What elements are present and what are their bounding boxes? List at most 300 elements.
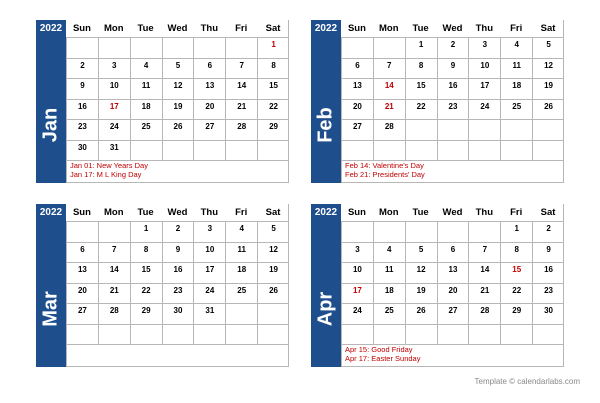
day-cell[interactable] xyxy=(130,242,162,263)
holiday-entry: Feb 14: Valentine's Day xyxy=(345,161,424,170)
day-cell[interactable] xyxy=(257,58,289,79)
day-cell[interactable] xyxy=(257,78,289,99)
footer-credit[interactable]: Template © calendarlabs.com xyxy=(474,377,580,386)
day-cell[interactable] xyxy=(130,324,162,345)
day-number: 18 xyxy=(237,265,247,274)
day-cell[interactable] xyxy=(341,221,373,242)
day-cell[interactable] xyxy=(225,99,257,120)
day-cell[interactable] xyxy=(532,78,564,99)
holiday-notes xyxy=(341,160,564,183)
day-cell[interactable] xyxy=(66,262,98,283)
weekday-header: Fri xyxy=(510,207,523,218)
day-cell[interactable] xyxy=(373,262,405,283)
day-cell[interactable] xyxy=(500,58,532,79)
day-cell[interactable] xyxy=(500,324,532,345)
day-cell[interactable] xyxy=(437,221,469,242)
day-number: 17 xyxy=(352,285,362,295)
day-cell[interactable] xyxy=(130,37,162,58)
day-number: 21 xyxy=(109,285,119,295)
day-cell[interactable] xyxy=(341,140,373,161)
year-label: 2022 xyxy=(39,23,63,34)
day-number: 15 xyxy=(512,265,522,274)
day-number: 23 xyxy=(544,285,554,295)
day-cell[interactable] xyxy=(193,58,225,79)
day-cell[interactable] xyxy=(532,221,564,242)
day-cell[interactable] xyxy=(437,262,469,283)
day-cell[interactable] xyxy=(341,99,373,120)
weekday-header: Mon xyxy=(379,207,399,218)
day-cell[interactable] xyxy=(257,221,289,242)
day-cell[interactable] xyxy=(98,242,130,263)
day-number: 16 xyxy=(77,101,87,111)
day-cell[interactable] xyxy=(532,37,564,58)
day-number: 4 xyxy=(514,40,519,49)
day-cell[interactable] xyxy=(193,78,225,99)
day-cell[interactable] xyxy=(130,221,162,242)
day-cell[interactable] xyxy=(405,99,437,120)
month-band xyxy=(36,20,66,183)
day-cell[interactable] xyxy=(98,78,130,99)
day-cell[interactable] xyxy=(405,242,437,263)
day-number: 9 xyxy=(546,244,551,254)
holiday-entry: Feb 21: Presidents' Day xyxy=(345,170,425,179)
day-number: 29 xyxy=(512,306,522,315)
day-cell[interactable] xyxy=(98,99,130,120)
day-cell[interactable] xyxy=(405,221,437,242)
day-cell[interactable] xyxy=(468,303,500,324)
day-cell[interactable] xyxy=(98,140,130,161)
holiday-notes xyxy=(66,160,289,183)
day-cell[interactable] xyxy=(500,140,532,161)
day-number: 3 xyxy=(207,224,213,233)
day-cell[interactable] xyxy=(341,78,373,99)
day-cell[interactable] xyxy=(532,283,564,304)
day-cell[interactable] xyxy=(532,99,564,120)
day-cell[interactable] xyxy=(468,58,500,79)
calendar-feb xyxy=(311,20,564,183)
day-cell[interactable] xyxy=(405,303,437,324)
day-cell[interactable] xyxy=(162,119,194,140)
day-cell[interactable] xyxy=(130,99,162,120)
day-cell[interactable] xyxy=(500,99,532,120)
day-cell[interactable] xyxy=(162,78,194,99)
day-number: 12 xyxy=(544,60,554,70)
day-cell[interactable] xyxy=(405,324,437,345)
day-cell[interactable] xyxy=(130,78,162,99)
day-cell[interactable] xyxy=(373,303,405,324)
year-label: 2022 xyxy=(314,207,338,218)
day-cell[interactable] xyxy=(257,324,289,345)
day-cell[interactable] xyxy=(373,58,405,79)
day-cell[interactable] xyxy=(500,283,532,304)
day-number: 22 xyxy=(416,101,426,111)
day-cell[interactable] xyxy=(257,242,289,263)
day-cell[interactable] xyxy=(193,262,225,283)
day-cell[interactable] xyxy=(341,37,373,58)
weekday-header: Tue xyxy=(137,207,154,218)
day-cell[interactable] xyxy=(437,303,469,324)
weekday-header: Tue xyxy=(412,207,429,218)
day-number: 3 xyxy=(482,40,488,49)
day-number: 3 xyxy=(112,60,117,70)
day-number: 15 xyxy=(269,81,279,90)
day-cell[interactable] xyxy=(405,78,437,99)
day-number: 8 xyxy=(271,60,276,70)
day-cell[interactable] xyxy=(405,262,437,283)
day-cell[interactable] xyxy=(225,221,257,242)
day-cell[interactable] xyxy=(193,283,225,304)
month-name-apr: Apr xyxy=(314,291,337,327)
day-cell[interactable] xyxy=(468,242,500,263)
day-cell[interactable] xyxy=(468,99,500,120)
day-number: 13 xyxy=(77,265,87,274)
day-cell[interactable] xyxy=(437,37,469,58)
day-cell[interactable] xyxy=(66,119,98,140)
day-cell[interactable] xyxy=(193,119,225,140)
day-cell[interactable] xyxy=(162,58,194,79)
day-number: 26 xyxy=(544,101,554,111)
month-band xyxy=(36,204,66,367)
day-cell[interactable] xyxy=(341,303,373,324)
day-cell[interactable] xyxy=(500,119,532,140)
weekday-header: Tue xyxy=(137,23,154,34)
day-cell[interactable] xyxy=(193,221,225,242)
day-cell[interactable] xyxy=(373,140,405,161)
day-number: 10 xyxy=(109,81,119,90)
day-number: 25 xyxy=(141,122,151,131)
day-number: 20 xyxy=(205,101,215,111)
day-cell[interactable] xyxy=(500,78,532,99)
day-number: 4 xyxy=(143,60,149,70)
day-cell[interactable] xyxy=(162,283,194,304)
day-cell[interactable] xyxy=(130,58,162,79)
day-cell[interactable] xyxy=(193,140,225,161)
day-number: 29 xyxy=(141,306,151,315)
day-number: 30 xyxy=(544,306,554,315)
month-name-jan: Jan xyxy=(39,107,62,143)
day-cell[interactable] xyxy=(532,140,564,161)
day-cell[interactable] xyxy=(130,283,162,304)
weekday-header: Wed xyxy=(167,23,188,34)
day-cell[interactable] xyxy=(373,283,405,304)
day-cell[interactable] xyxy=(162,242,194,263)
weekday-header: Sat xyxy=(540,207,556,218)
day-number: 5 xyxy=(271,224,276,233)
day-cell[interactable] xyxy=(405,58,437,79)
day-cell[interactable] xyxy=(341,324,373,345)
day-number: 23 xyxy=(448,101,458,111)
day-number: 12 xyxy=(269,244,279,254)
day-number: 20 xyxy=(77,285,87,295)
day-number: 7 xyxy=(112,244,117,254)
day-number: 7 xyxy=(239,60,244,70)
day-number: 25 xyxy=(237,285,247,295)
day-cell[interactable] xyxy=(66,324,98,345)
day-cell[interactable] xyxy=(341,283,373,304)
day-cell[interactable] xyxy=(193,99,225,120)
day-number: 14 xyxy=(480,265,490,274)
day-number: 5 xyxy=(546,40,551,49)
day-cell[interactable] xyxy=(500,37,532,58)
day-cell[interactable] xyxy=(225,303,257,324)
day-cell[interactable] xyxy=(193,303,225,324)
day-cell[interactable] xyxy=(66,283,98,304)
day-number: 9 xyxy=(175,244,181,254)
day-number: 1 xyxy=(514,224,519,233)
month-name-feb: Feb xyxy=(314,107,337,143)
day-cell[interactable] xyxy=(341,242,373,263)
calendar-jan xyxy=(36,20,289,183)
day-number: 12 xyxy=(416,265,426,274)
day-cell[interactable] xyxy=(98,262,130,283)
day-cell[interactable] xyxy=(130,140,162,161)
day-cell[interactable] xyxy=(225,242,257,263)
day-cell[interactable] xyxy=(373,119,405,140)
day-cell[interactable] xyxy=(225,324,257,345)
day-number: 5 xyxy=(175,60,181,70)
day-cell[interactable] xyxy=(66,242,98,263)
day-cell[interactable] xyxy=(162,221,194,242)
day-cell[interactable] xyxy=(437,119,469,140)
day-cell[interactable] xyxy=(66,78,98,99)
day-cell[interactable] xyxy=(532,324,564,345)
day-number: 24 xyxy=(205,285,215,295)
day-cell[interactable] xyxy=(130,262,162,283)
day-cell[interactable] xyxy=(405,283,437,304)
day-cell[interactable] xyxy=(468,262,500,283)
day-cell[interactable] xyxy=(500,221,532,242)
holiday-entry: Apr 17: Easter Sunday xyxy=(345,354,421,363)
weekday-header: Wed xyxy=(442,207,463,218)
day-number: 16 xyxy=(448,81,458,90)
day-cell[interactable] xyxy=(405,119,437,140)
weekday-header: Fri xyxy=(510,23,523,34)
day-cell[interactable] xyxy=(66,99,98,120)
day-number: 1 xyxy=(418,40,424,49)
day-cell[interactable] xyxy=(437,324,469,345)
day-number: 13 xyxy=(205,81,215,90)
day-number: 11 xyxy=(385,265,394,274)
day-number: 17 xyxy=(109,101,119,111)
calendar-mar xyxy=(36,204,289,367)
day-cell[interactable] xyxy=(98,119,130,140)
day-number: 26 xyxy=(173,122,183,131)
month-grid xyxy=(341,20,564,183)
day-number: 30 xyxy=(173,306,183,315)
holiday-notes xyxy=(341,344,564,367)
day-cell[interactable] xyxy=(257,119,289,140)
day-cell[interactable] xyxy=(257,99,289,120)
day-number: 24 xyxy=(480,101,490,111)
day-number: 28 xyxy=(109,306,119,315)
day-cell[interactable] xyxy=(468,78,500,99)
day-cell[interactable] xyxy=(98,283,130,304)
day-cell[interactable] xyxy=(98,37,130,58)
weekday-header: Sun xyxy=(72,23,91,34)
weekday-header: Sun xyxy=(72,207,91,218)
day-number: 20 xyxy=(352,101,362,111)
day-cell[interactable] xyxy=(66,303,98,324)
day-cell[interactable] xyxy=(162,140,194,161)
day-cell[interactable] xyxy=(162,262,194,283)
day-cell[interactable] xyxy=(257,283,289,304)
day-cell[interactable] xyxy=(373,99,405,120)
day-cell[interactable] xyxy=(257,303,289,324)
day-number: 27 xyxy=(448,306,458,315)
day-number: 4 xyxy=(239,224,244,233)
day-number: 9 xyxy=(450,60,456,70)
day-number: 1 xyxy=(271,40,276,49)
day-cell[interactable] xyxy=(468,283,500,304)
day-number: 26 xyxy=(416,306,426,315)
day-number: 3 xyxy=(355,244,360,254)
day-cell[interactable] xyxy=(98,303,130,324)
day-cell[interactable] xyxy=(532,119,564,140)
day-cell[interactable] xyxy=(500,303,532,324)
day-cell[interactable] xyxy=(468,324,500,345)
day-number: 21 xyxy=(384,101,394,111)
day-number: 9 xyxy=(80,81,85,90)
day-cell[interactable] xyxy=(225,283,257,304)
day-number: 15 xyxy=(416,81,426,90)
day-cell[interactable] xyxy=(468,140,500,161)
day-cell[interactable] xyxy=(468,37,500,58)
day-cell[interactable] xyxy=(532,303,564,324)
day-number: 27 xyxy=(205,122,215,131)
day-number: 17 xyxy=(480,81,490,90)
day-cell[interactable] xyxy=(162,37,194,58)
day-cell[interactable] xyxy=(437,242,469,263)
day-cell[interactable] xyxy=(437,58,469,79)
day-cell[interactable] xyxy=(225,37,257,58)
day-cell[interactable] xyxy=(257,37,289,58)
day-number: 26 xyxy=(269,285,279,295)
day-cell[interactable] xyxy=(66,37,98,58)
day-number: 19 xyxy=(173,101,183,111)
day-cell[interactable] xyxy=(257,140,289,161)
day-cell[interactable] xyxy=(98,324,130,345)
day-number: 13 xyxy=(352,81,362,90)
day-number: 22 xyxy=(512,285,522,295)
day-cell[interactable] xyxy=(193,324,225,345)
day-number: 25 xyxy=(512,101,522,111)
day-cell[interactable] xyxy=(341,119,373,140)
day-cell[interactable] xyxy=(405,140,437,161)
day-cell[interactable] xyxy=(437,140,469,161)
day-cell[interactable] xyxy=(225,119,257,140)
day-number: 7 xyxy=(482,244,488,254)
day-number: 2 xyxy=(175,224,181,233)
day-number: 11 xyxy=(237,244,246,254)
day-cell[interactable] xyxy=(66,58,98,79)
day-cell[interactable] xyxy=(193,242,225,263)
day-cell[interactable] xyxy=(341,58,373,79)
day-number: 8 xyxy=(418,60,424,70)
day-number: 5 xyxy=(418,244,424,254)
day-number: 28 xyxy=(237,122,247,131)
day-number: 27 xyxy=(352,122,362,131)
day-number: 1 xyxy=(143,224,149,233)
day-number: 21 xyxy=(237,101,247,111)
day-cell[interactable] xyxy=(162,99,194,120)
day-number: 24 xyxy=(352,306,362,315)
holiday-entry: Jan 17: M L King Day xyxy=(70,170,142,179)
day-cell[interactable] xyxy=(437,78,469,99)
day-number: 28 xyxy=(480,306,490,315)
day-cell[interactable] xyxy=(66,140,98,161)
weekday-header: Mon xyxy=(104,207,124,218)
day-cell[interactable] xyxy=(373,78,405,99)
month-band xyxy=(311,204,341,367)
day-number: 6 xyxy=(80,244,85,254)
day-number: 31 xyxy=(205,306,215,315)
day-cell[interactable] xyxy=(162,324,194,345)
day-cell[interactable] xyxy=(98,58,130,79)
day-number: 19 xyxy=(269,265,279,274)
day-cell[interactable] xyxy=(437,99,469,120)
day-cell[interactable] xyxy=(532,242,564,263)
weekday-header: Thu xyxy=(475,23,494,34)
day-cell[interactable] xyxy=(193,37,225,58)
day-number: 8 xyxy=(514,244,519,254)
day-number: 10 xyxy=(205,244,215,254)
day-cell[interactable] xyxy=(130,119,162,140)
weekday-header: Thu xyxy=(200,23,219,34)
day-cell[interactable] xyxy=(437,283,469,304)
holiday-entry: Jan 01: New Years Day xyxy=(70,161,148,170)
day-cell[interactable] xyxy=(225,262,257,283)
day-cell[interactable] xyxy=(373,324,405,345)
day-cell[interactable] xyxy=(257,262,289,283)
day-cell[interactable] xyxy=(225,140,257,161)
day-cell[interactable] xyxy=(468,221,500,242)
day-number: 19 xyxy=(416,285,426,295)
day-cell[interactable] xyxy=(373,37,405,58)
day-cell[interactable] xyxy=(500,262,532,283)
day-number: 19 xyxy=(544,81,554,90)
day-cell[interactable] xyxy=(532,58,564,79)
day-cell[interactable] xyxy=(66,221,98,242)
day-cell[interactable] xyxy=(225,58,257,79)
day-cell[interactable] xyxy=(373,221,405,242)
weekday-header: Thu xyxy=(200,207,219,218)
day-number: 18 xyxy=(512,81,522,90)
day-number: 23 xyxy=(77,122,87,131)
month-name-mar: Mar xyxy=(39,291,62,327)
day-number: 12 xyxy=(173,81,183,90)
day-cell[interactable] xyxy=(373,242,405,263)
day-number: 6 xyxy=(355,60,360,70)
weekday-header: Fri xyxy=(235,207,248,218)
weekday-header: Sun xyxy=(347,207,366,218)
day-cell[interactable] xyxy=(468,119,500,140)
day-cell[interactable] xyxy=(225,78,257,99)
day-number: 28 xyxy=(384,122,394,131)
day-cell[interactable] xyxy=(130,303,162,324)
day-number: 4 xyxy=(387,244,392,254)
day-cell[interactable] xyxy=(405,37,437,58)
day-number: 11 xyxy=(141,81,151,90)
day-number: 31 xyxy=(109,142,119,152)
weekday-header: Sat xyxy=(265,23,281,34)
day-cell[interactable] xyxy=(162,303,194,324)
day-cell[interactable] xyxy=(532,262,564,283)
day-cell[interactable] xyxy=(341,262,373,283)
day-cell[interactable] xyxy=(500,242,532,263)
day-number: 23 xyxy=(173,285,183,295)
day-cell[interactable] xyxy=(98,221,130,242)
weekday-header: Mon xyxy=(104,23,124,34)
